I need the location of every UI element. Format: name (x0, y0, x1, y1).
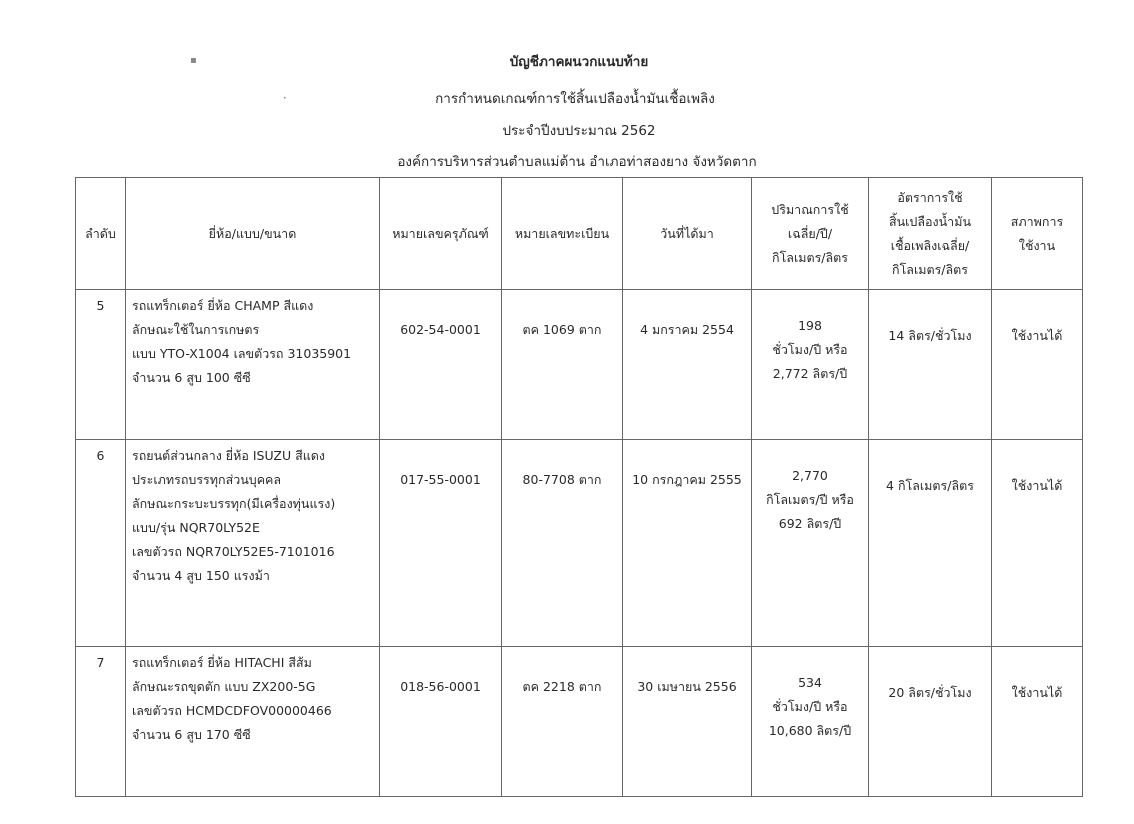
row-asset-no: 017-55-0001 (380, 440, 502, 647)
table-header-row (76, 178, 1083, 290)
row-description: รถแทร็กเตอร์ ยี่ห้อ CHAMP สีแดง ลักษณะใช้ในการเกษตร แบบ YTO-X1004 เลขตัวรถ 31035901 จำนวน 6 สูบ 100 ซีซี (126, 290, 380, 440)
row-index: 6 (76, 440, 126, 647)
row-registration: ตค 2218 ตาก (502, 647, 623, 797)
header-acquired: วันที่ได้มา (623, 178, 752, 290)
row-registration: ตค 1069 ตาก (502, 290, 623, 440)
row-acquired: 30 เมษายน 2556 (623, 647, 752, 797)
row-registration: 80-7708 ตาก (502, 440, 623, 647)
row-acquired: 4 มกราคม 2554 (623, 290, 752, 440)
row-description: รถแทร็กเตอร์ ยี่ห้อ HITACHI สีส้ม ลักษณะรถขุดตัก แบบ ZX200-5G เลขตัวรถ HCMDCDFOV00000466 จำนวน 6 สูบ 170 ซีซี (126, 647, 380, 797)
row-status: ใช้งานได้ (992, 440, 1083, 647)
row-consumption-rate: 20 ลิตร/ชั่วโมง (869, 647, 992, 797)
row-description: รถยนต์ส่วนกลาง ยี่ห้อ ISUZU สีแดง ประเภทรถบรรทุกส่วนบุคคล ลักษณะกระบะบรรทุก(มีเครื่องทุ่นแรง) แบบ/รุ่น NQR70LY52E เลขตัวรถ NQR70LY52E5-7101016 จำนวน 4 สูบ 150 แรงม้า (126, 440, 380, 647)
row-asset-no: 018-56-0001 (380, 647, 502, 797)
organization: องค์การบริหารส่วนตำบลแม่ต้าน อำเภอท่าสองยาง จังหวัดตาก (397, 154, 757, 170)
row-status: ใช้งานได้ (992, 647, 1083, 797)
table-row (76, 647, 1083, 797)
header-index: ลำดับ (76, 178, 126, 290)
document-subtitle: การกำหนดเกณฑ์การใช้สิ้นเปลืองน้ำมันเชื้อเพลิง (435, 91, 715, 107)
row-avg-usage: 534 ชั่วโมง/ปี หรือ 10,680 ลิตร/ปี (752, 647, 869, 797)
row-consumption-rate: 14 ลิตร/ชั่วโมง (869, 290, 992, 440)
header-status: สภาพการ ใช้งาน (992, 178, 1083, 290)
row-avg-usage: 2,770 กิโลเมตร/ปี หรือ 692 ลิตร/ปี (752, 440, 869, 647)
table-row (76, 290, 1083, 440)
table-row (76, 440, 1083, 647)
row-status: ใช้งานได้ (992, 290, 1083, 440)
row-avg-usage: 198 ชั่วโมง/ปี หรือ 2,772 ลิตร/ปี (752, 290, 869, 440)
header-asset-no: หมายเลขครุภัณฑ์ (380, 178, 502, 290)
header-brand: ยี่ห้อ/แบบ/ขนาด (126, 178, 380, 290)
header-avg-usage: ปริมาณการใช้ เฉลี่ย/ปี/ กิโลเมตร/ลิตร (752, 178, 869, 290)
row-acquired: 10 กรกฎาคม 2555 (623, 440, 752, 647)
scan-speck: ▪ (190, 55, 197, 66)
row-index: 5 (76, 290, 126, 440)
fiscal-year: ประจำปีงบประมาณ 2562 (502, 123, 656, 139)
document-title: บัญชีภาคผนวกแนบท้าย (509, 54, 649, 70)
row-asset-no: 602-54-0001 (380, 290, 502, 440)
row-index: 7 (76, 647, 126, 797)
row-consumption-rate: 4 กิโลเมตร/ลิตร (869, 440, 992, 647)
scan-speck: • (283, 95, 287, 102)
header-consumption-rate: อัตราการใช้ สิ้นเปลืองน้ำมัน เชื้อเพลิงเฉลี่ย/ กิโลเมตร/ลิตร (869, 178, 992, 290)
header-registration: หมายเลขทะเบียน (502, 178, 623, 290)
fuel-consumption-table (75, 177, 1083, 797)
